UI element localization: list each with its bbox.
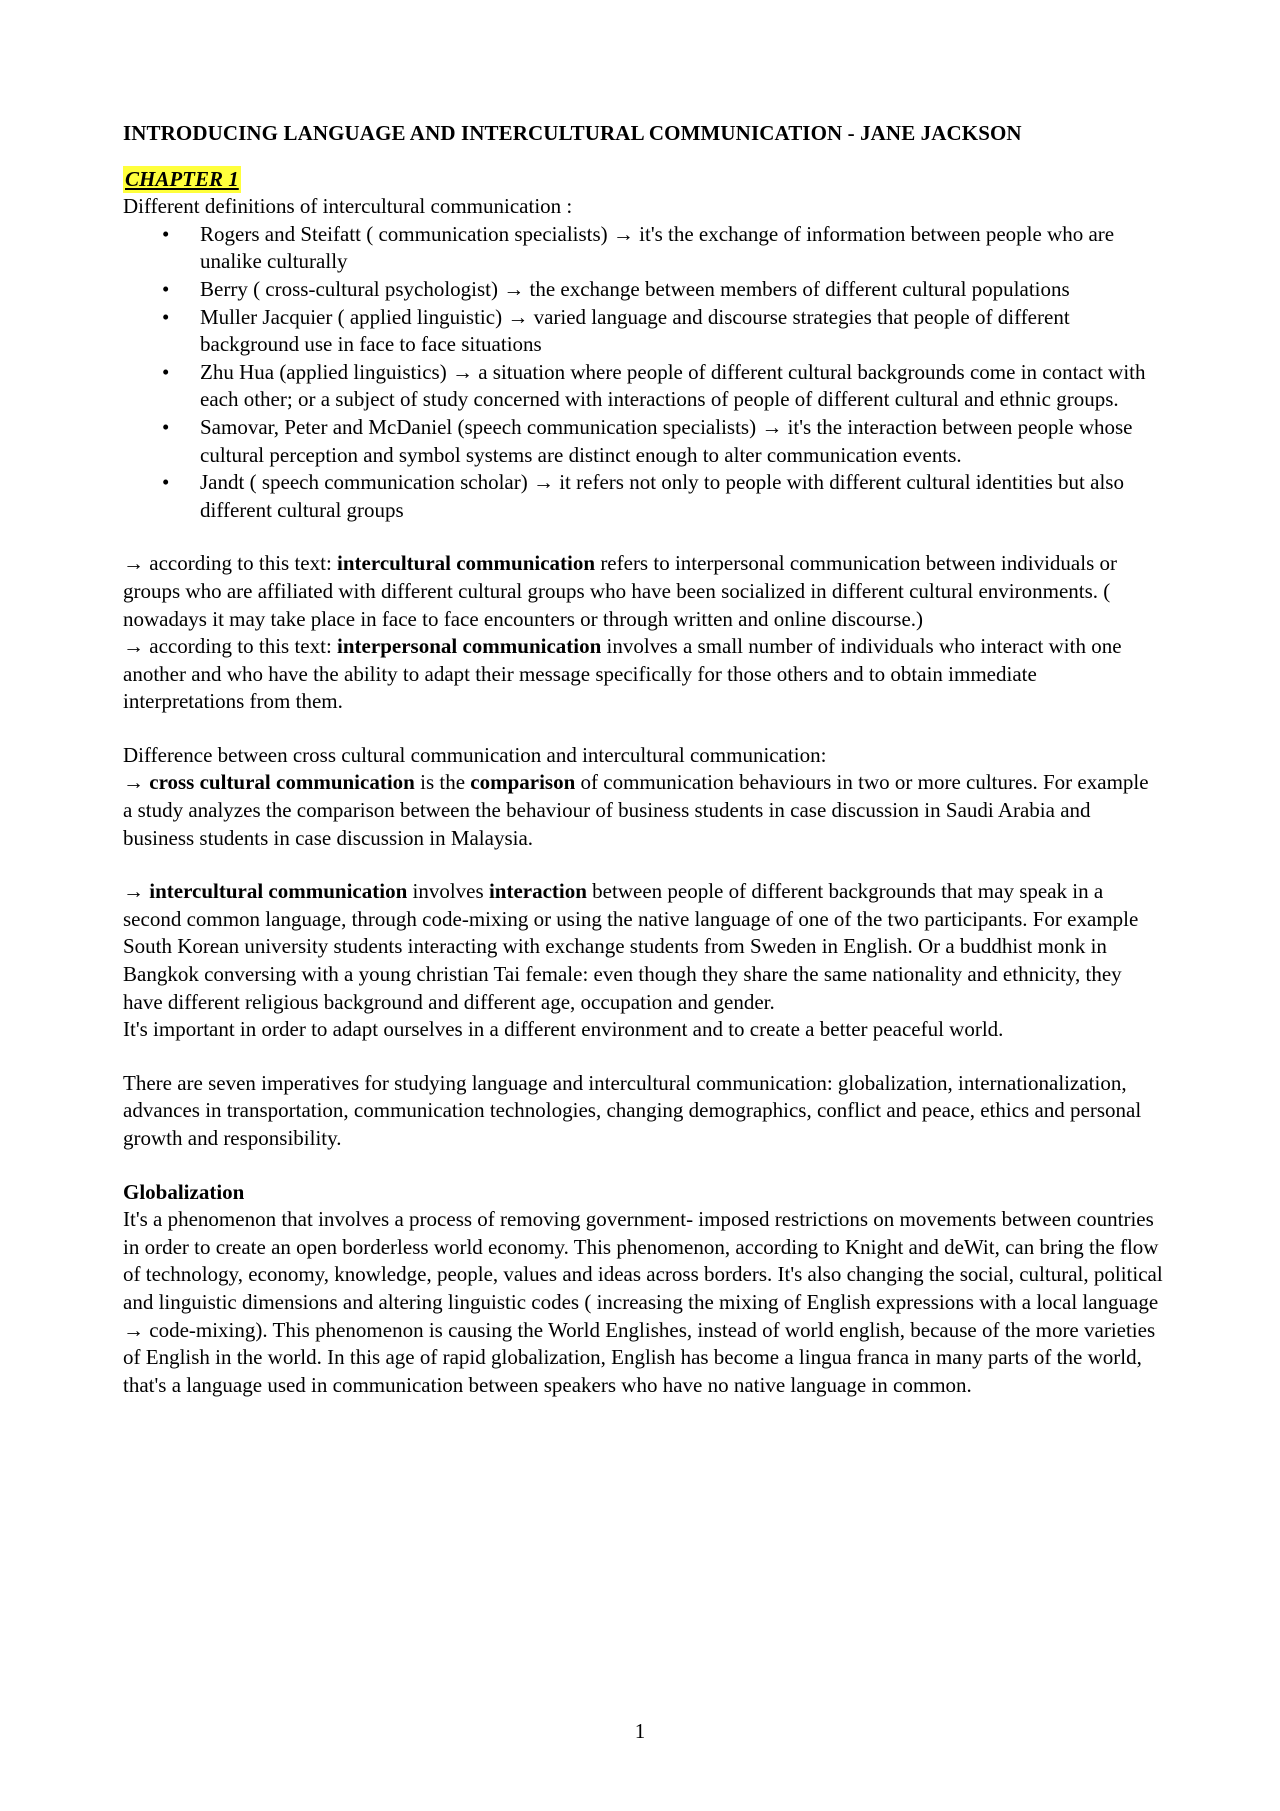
definition-item: • Zhu Hua (applied linguistics) → a situation where people of different cultural backgrounds come in contact with each other; or a subject of study concerned with interactions of people of different cultural and ethnic groups.: [200, 359, 1163, 414]
spacer: [123, 524, 1163, 550]
text-span: between people of different backgrounds that may speak in a second common language, through code-mixing or using the native language of one of the two participants. For example South Korean university students interacting with exchange students from Sweden in English. Or a buddhist monk in Bangkok conversing with a young christian Tai female: even though they share the same nationality and ethnicity, they have different religious background and different age, occupation and gender.: [123, 879, 1139, 1014]
arrow-icon: →: [123, 770, 150, 795]
spacer: [123, 1044, 1163, 1070]
definition-item: • Muller Jacquier ( applied linguistic) → varied language and discourse strategies that people of different background use in face to face situations: [200, 304, 1163, 359]
spacer: [123, 852, 1163, 878]
cross-cultural-paragraph: [123, 769, 1163, 852]
text-span: involves: [407, 879, 489, 904]
globalization-heading: Globalization: [123, 1179, 245, 1204]
arrow-icon: →: [123, 879, 150, 904]
page-content: [123, 120, 1163, 1399]
bold-term: intercultural communication: [337, 551, 596, 576]
text-span: is the: [414, 770, 471, 795]
bold-term: cross cultural communication: [149, 770, 415, 795]
chapter-heading: CHAPTER 1: [123, 166, 241, 194]
text-span: of communication behaviours in two or more cultures. For example a study analyzes the comparison between the behaviour of business students in case discussion in Saudi Arabia and business students in case discussion in Malaysia.: [123, 770, 1149, 850]
difference-intro: Difference between cross cultural communication and intercultural communication:: [123, 742, 827, 767]
globalization-paragraph: It's a phenomenon that involves a process of removing government- imposed restrictions on movements between countries in order to create an open borderless world economy. This phenomenon, according to Knight and deWit, can bring the flow of technology, economy, knowledge, people, values and ideas across borders. It's also changing the social, cultural, political and linguistic dimensions and altering linguistic codes ( increasing the mixing of English expressions with a local language → code-mixing). This phenomenon is causing the World Englishes, instead of world english, because of the more varieties of English in the world. In this age of rapid globalization, English has become a lingua franca in many parts of the world, that's a language used in communication between speakers who have no native language in common.: [123, 1207, 1163, 1397]
definition-item: • Samovar, Peter and McDaniel (speech communication specialists) → it's the interaction between people whose cultural perception and symbol systems are distinct enough to alter communication events.: [200, 414, 1163, 469]
imperatives-paragraph: There are seven imperatives for studying language and intercultural communication: globalization, internationalization, advances in transportation, communication technologies, changing demographics, conflict and peace, ethics and personal growth and responsibility.: [123, 1070, 1142, 1150]
definition-item: • Rogers and Steifatt ( communication specialists) → it's the exchange of information between people who are unalike culturally: [200, 221, 1163, 276]
text-span: involves a small number of individuals who interact with one another and who have the ability to adapt their message specifically for those others and to obtain immediate interpretations from them.: [123, 634, 1122, 714]
bold-term: intercultural communication: [149, 879, 408, 904]
definition-item: • Berry ( cross-cultural psychologist) → the exchange between members of different cultural populations: [200, 276, 1163, 304]
intercultural-paragraph: [123, 878, 1163, 1016]
chapter-heading-row: [123, 166, 1163, 194]
importance-paragraph: It's important in order to adapt ourselves in a different environment and to create a better peaceful world.: [123, 1017, 1004, 1042]
definitions-list: [123, 221, 1163, 525]
bold-term: interpersonal communication: [337, 634, 602, 659]
text-span: → according to this text:: [123, 634, 338, 659]
definition-item: • Jandt ( speech communication scholar) → it refers not only to people with different cultural identities but also different cultural groups: [200, 469, 1163, 524]
definitions-intro: Different definitions of intercultural communication :: [123, 194, 573, 219]
spacer: [123, 716, 1163, 742]
bold-term: interaction: [488, 879, 587, 904]
intercultural-definition-paragraph: [123, 550, 1163, 633]
text-span: refers to interpersonal communication between individuals or groups who are affiliated with different cultural groups who have been socialized in different cultural environments. ( nowadays it may take place in face to face encounters or through written and online discourse.): [123, 551, 1117, 631]
bold-term: comparison: [470, 770, 576, 795]
spacer: [123, 1153, 1163, 1179]
interpersonal-definition-paragraph: [123, 633, 1163, 716]
document-title: INTRODUCING LANGUAGE AND INTERCULTURAL COMMUNICATION - JANE JACKSON: [123, 121, 1022, 145]
text-span: → according to this text:: [123, 551, 338, 576]
page-number: 1: [634, 1719, 646, 1743]
